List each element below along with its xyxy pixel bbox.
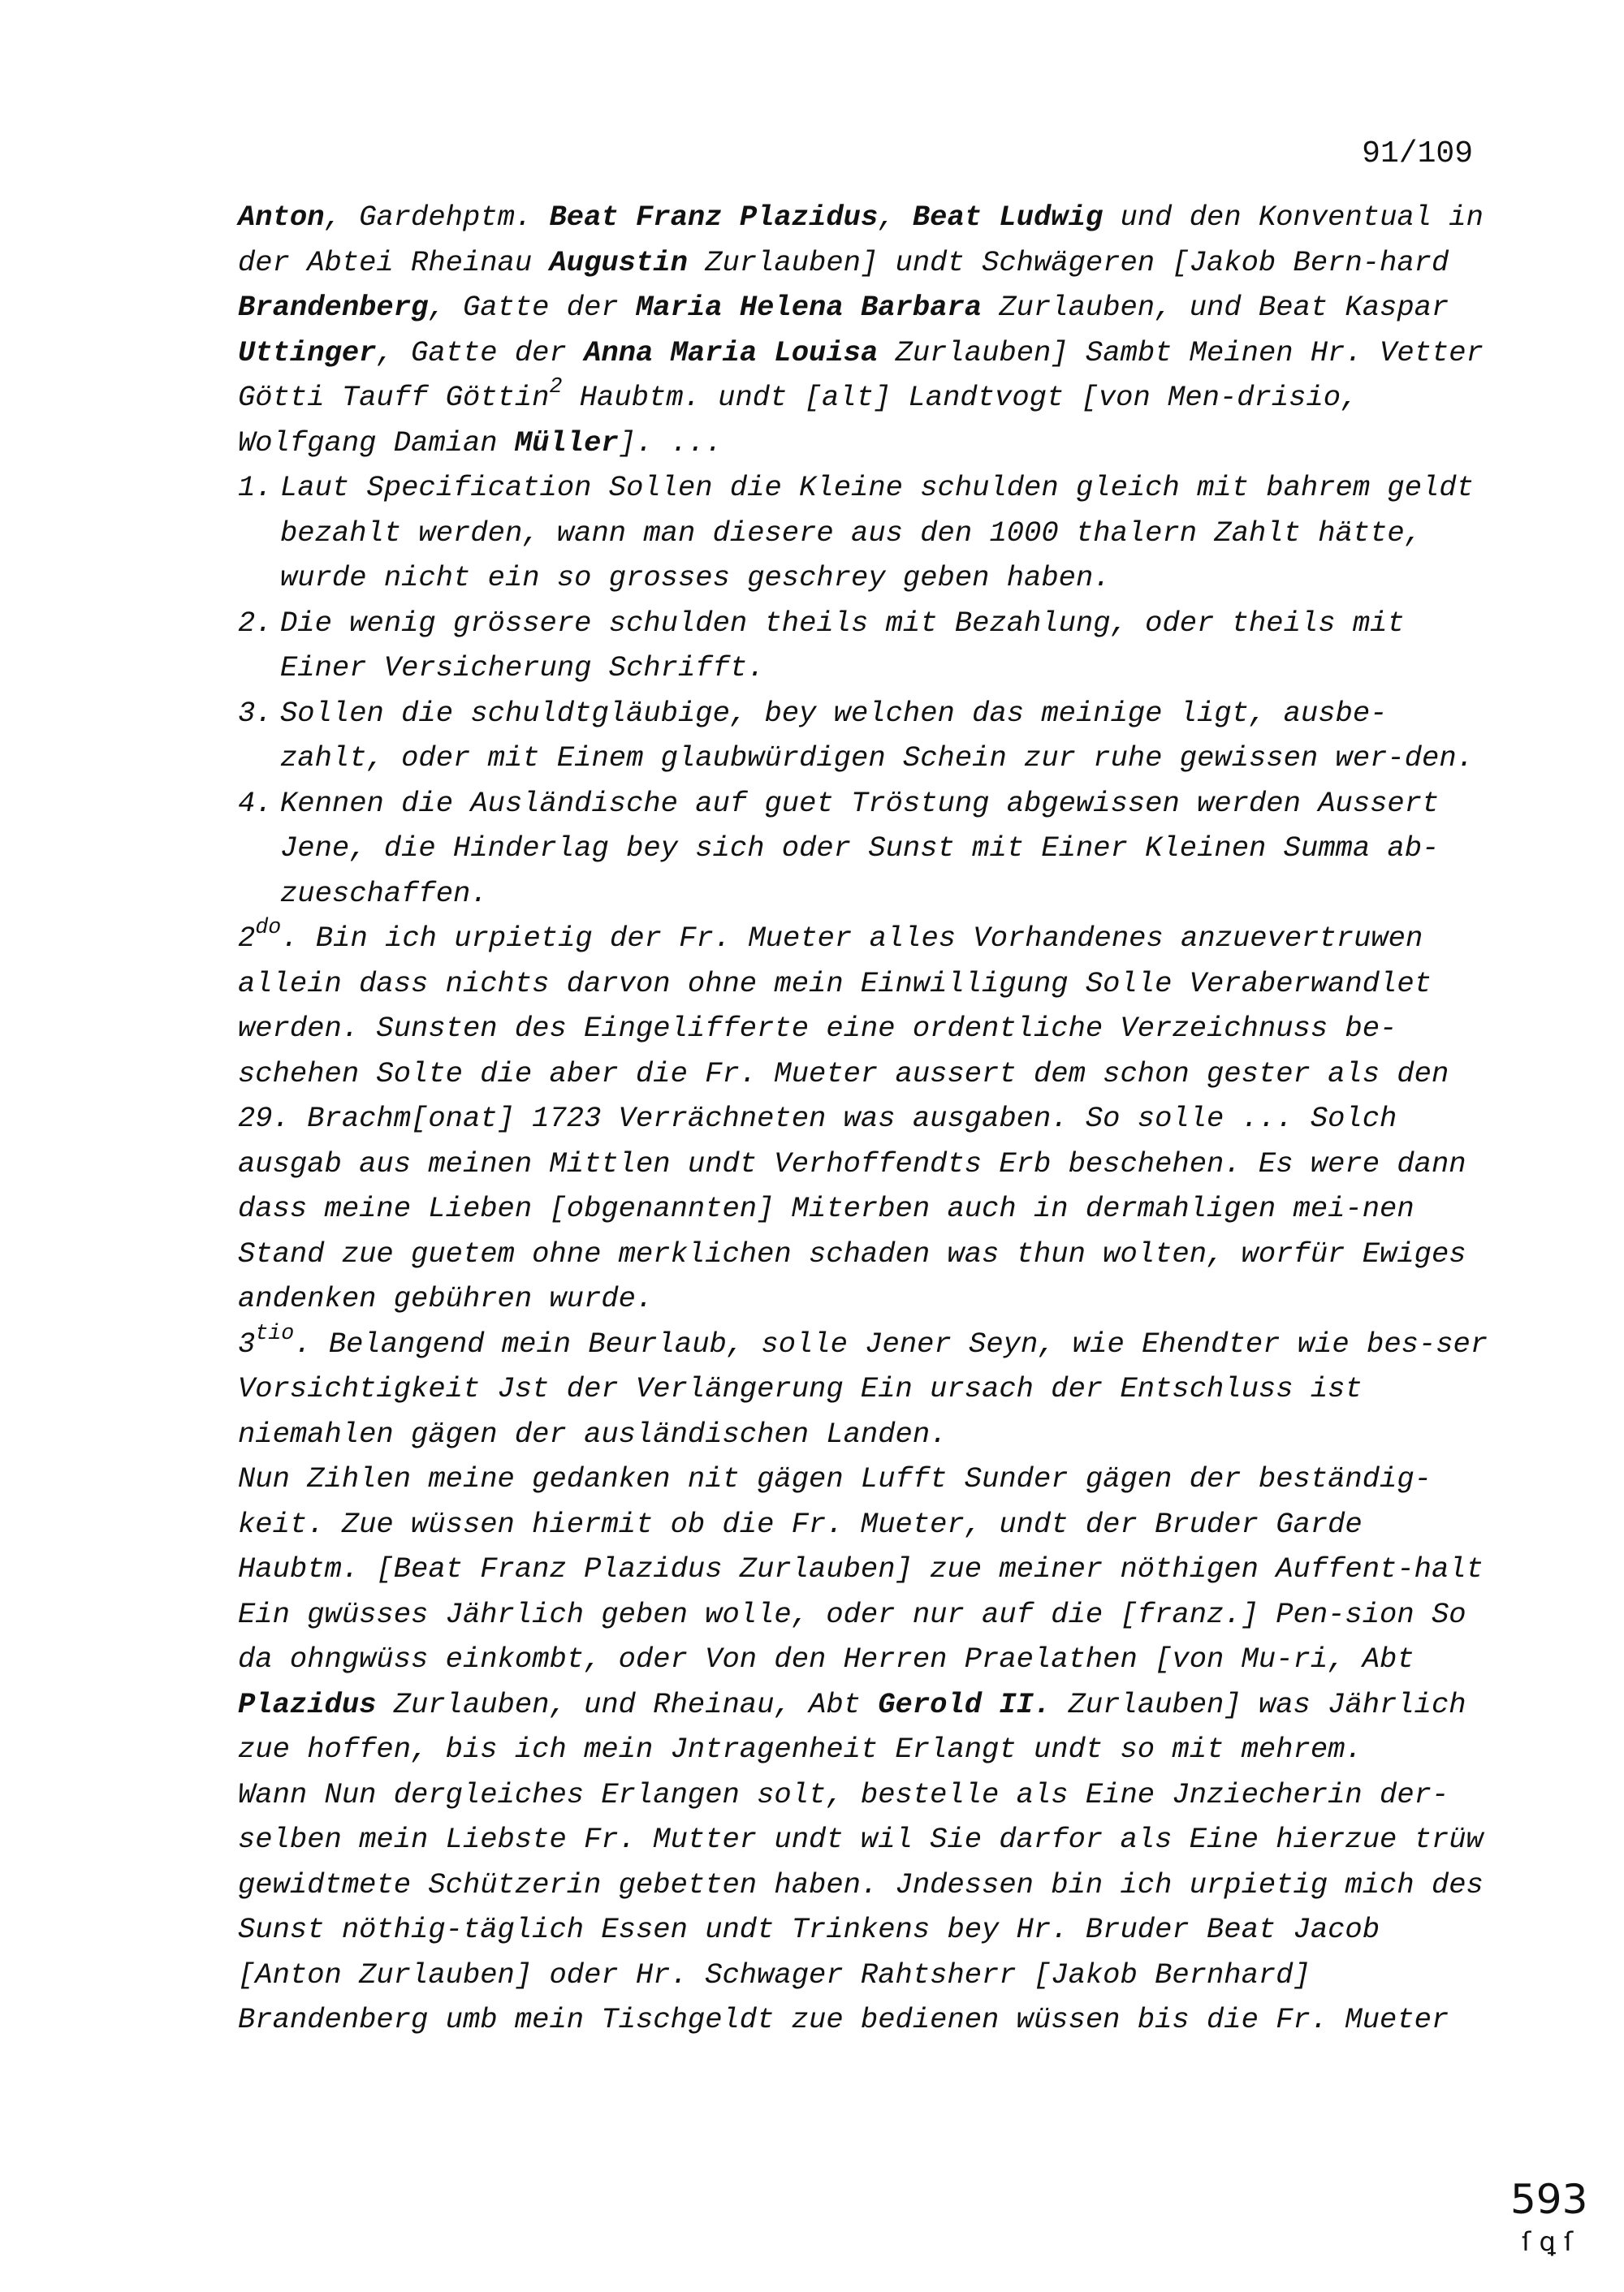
name-augustin: Augustin <box>549 245 688 279</box>
tertio-paragraph: $3^{tio}$. Belangend mein Beurlaub, solle Jener Seyn, wie Ehendter wie bes-ser Vorsichtigkeit Jst der Verlängerung Ein ursach der Entschluss ist niemahlen gägen der ausländischen Landen. <box>238 1320 1488 1451</box>
name-uttinger: Uttinger <box>238 335 377 369</box>
page-number: 91/109 <box>1362 136 1473 171</box>
list-item: 2. Die wenig grössere schulden theils mit Bezahlung, oder theils mit Einer Versicherung Schrifft. <box>238 606 1405 684</box>
list-item: 4. Kennen die Ausländische auf guet Tröstung abgewissen werden Aussert Jene, die Hinderlag bey sich oder Sunst mit Einer Kleinen Summa ab-zueschaffen. <box>238 786 1440 910</box>
document-body <box>238 195 1488 2043</box>
secundo-paragraph: $2^{do}$. Bin ich urpietig der Fr. Mueter alles Vorhandenes anzuevertruwen allein dass nichts darvon ohne mein Einwilligung Solle Veraberwandlet werden. Sunsten des Eingelifferte eine ordentliche Verzeichnuss be-schehen Solte die aber die Fr. Mueter aussert dem schon gester als den 29. Brachm[onat] 1723 Verrächneten was ausgaben. So solle ... Solch ausgab aus meinen Mittlen undt Verhoffendts Erb beschehen. Es were dann dass meine Lieben [obgenannten] Miterben auch in dermahligen mei-nen Stand zue guetem ohne merklichen schaden was thun wolten, worfür Ewiges andenken gebühren wurde. <box>238 915 1466 1315</box>
list-item: 3. Sollen die schuldtgläubige, bey welchen das meinige ligt, ausbe-zahlt, oder mit Einem glaubwürdigen Schein zur ruhe gewissen wer-den. <box>238 696 1474 775</box>
archive-number: 593 <box>1510 2176 1588 2223</box>
intro-paragraph: Anton, Gardehptm. Beat Franz Plazidus, Beat Ludwig und den Konventual in der Abtei Rheinau Augustin Zurlauben] undt Schwägeren [Jakob Bern-hard Brandenberg, Gatte der Maria Helena Barbara Zurlauben, und Beat Kaspar Uttinger, Gatte der Anna Maria Louisa Zurlauben] Sambt Meinen Hr. Vetter Götti Tauff Göttin$^2$ Haubtm. undt [alt] Landtvogt [von Men-drisio, Wolfgang Damian Müller]. ... <box>238 201 1484 460</box>
name-beat-franz-plazidus: Beat Franz Plazidus <box>549 201 879 234</box>
name-plazidus: Plazidus <box>238 1687 377 1721</box>
name-anna-maria-louisa: Anna Maria Louisa <box>584 335 879 369</box>
name-brandenberg: Brandenberg <box>238 291 429 324</box>
name-beat-ludwig: Beat Ludwig <box>912 201 1104 234</box>
nun-paragraph: Nun Zihlen meine gedanken nit gägen Lufft Sunder gägen der beständig-keit. Zue wüssen hiermit ob die Fr. Mueter, undt der Bruder Garde Haubtm. [Beat Franz Plazidus Zurlauben] zue meiner nöthigen Auffent-halt Ein gwüsses Jährlich geben wolle, oder nur auf die [franz.] Pen-sion So da ohngwüss einkombt, oder Von den Herren Praelathen [von Mu-ri, Abt Plazidus Zurlauben, und Rheinau, Abt Gerold II. Zurlauben] was Jährlich zue hoffen, bis ich mein Jntragenheit Erlangt undt so mit mehrem. <box>238 1462 1484 1766</box>
list-item: 1. Laut Specification Sollen die Kleine schulden gleich mit bahrem geldt bezahlt werden, wann man diesere aus den 1000 thalern Zahlt hätte, wurde nicht ein so grosses geschrey geben haben. <box>238 471 1474 594</box>
wann-paragraph: Wann Nun dergleiches Erlangen solt, bestelle als Eine Jnziecherin der-selben mein Liebste Fr. Mutter undt wil Sie darfor als Eine hierzue trüw gewidtmete Schützerin gebetten haben. Jndessen bin ich urpietig mich des Sunst nöthig-täglich Essen undt Trinkens bey Hr. Bruder Beat Jacob [Anton Zurlauben] oder Hr. Schwager Rahtsherr [Jakob Bernhard] Brandenberg umb mein Tischgeldt zue bedienen wüssen bis die Fr. Mueter <box>238 1777 1484 2036</box>
name-maria-helena-barbara: Maria Helena Barbara <box>636 291 983 324</box>
name-anton: Anton <box>238 201 325 234</box>
archive-mark: ſ ꝗ ſ <box>1522 2226 1574 2257</box>
footnote-marker: 2 <box>549 374 563 399</box>
name-mueller: Müller <box>514 425 619 460</box>
name-gerold: Gerold II. <box>878 1687 1052 1721</box>
numbered-list <box>238 465 1488 916</box>
